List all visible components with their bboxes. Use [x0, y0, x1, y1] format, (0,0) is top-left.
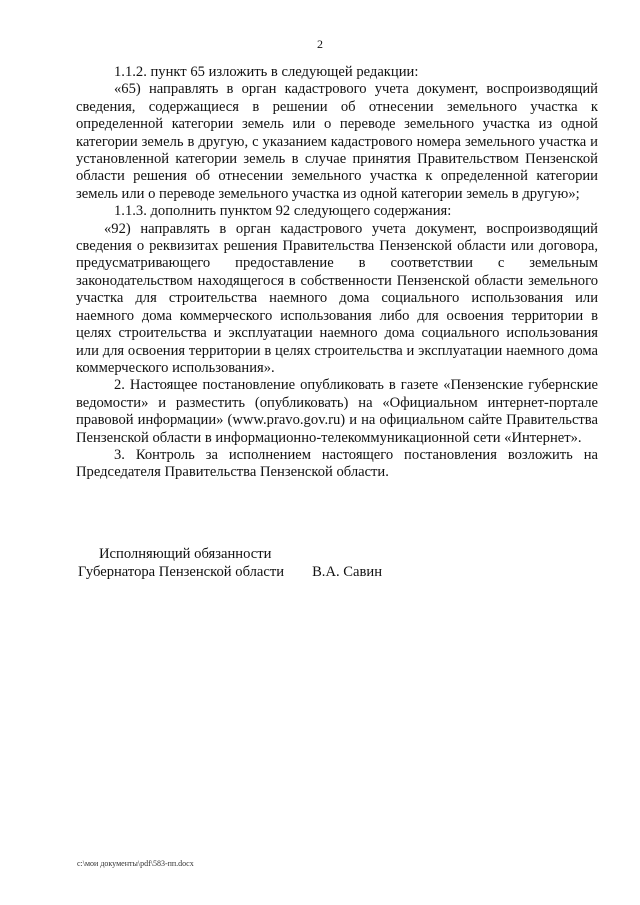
paragraph-point-65: «65) направлять в орган кадастрового учета документ, воспроизводящий сведения, содержащиеся в решении об отнесении земельного участка к определенной категории земель или о переводе земельного участка из одной категории земель в другую, с указанием кадастрового номера земельного участка и установленной категории земель в случае принятия Правительством Пензенской области решения об отнесении земельного участка к определенной категории земель или о переводе земельного участка из одной категории земель в другую»; [76, 81, 598, 202]
signatory-title: Губернатора Пензенской области [78, 564, 285, 580]
signature-block [78, 545, 498, 581]
paragraph-1-1-2: 1.1.2. пункт 65 изложить в следующей редакции: [114, 64, 419, 80]
paragraph-2-publication: 2. Настоящее постановление опубликовать в газете «Пензенские губернские ведомости» и разместить (опубликовать) на «Официальном интернет-портале правовой информации» (www.pravo.gov.ru) и на официальном сайте Правительства Пензенской области в информационно-телекоммуникационной сети «Интернет». [76, 377, 598, 446]
paragraph-point-92: «92) направлять в орган кадастрового учета документ, воспроизводящий сведения о реквизитах решения Правительства Пензенской области или договора, предусматривающего предоставление в соответствии с земельным законодательством находящегося в собственности Пензенской области земельного участка для строительства наемного дома социального использования или наемного дома коммерческого использования либо для освоения территории в целях строительства и эксплуатации наемного дома социального использования или для освоения территории в целях строительства и эксплуатации наемного дома коммерческого использования». [76, 220, 598, 376]
paragraph-3-control: 3. Контроль за исполнением настоящего постановления возложить на Председателя Правительства Пензенской области. [76, 446, 598, 481]
page-number: 2 [317, 37, 323, 51]
signatory-name: В.А. Савин [312, 564, 383, 580]
document-body [76, 64, 598, 482]
signatory-position: Исполняющий обязанности [99, 546, 272, 562]
signatory-title-row [78, 563, 498, 581]
paragraph-1-1-3: 1.1.3. дополнить пунктом 92 следующего содержания: [114, 203, 452, 220]
file-path-footer: c:\мои документы\pdf\583-пп.docx [77, 859, 194, 868]
